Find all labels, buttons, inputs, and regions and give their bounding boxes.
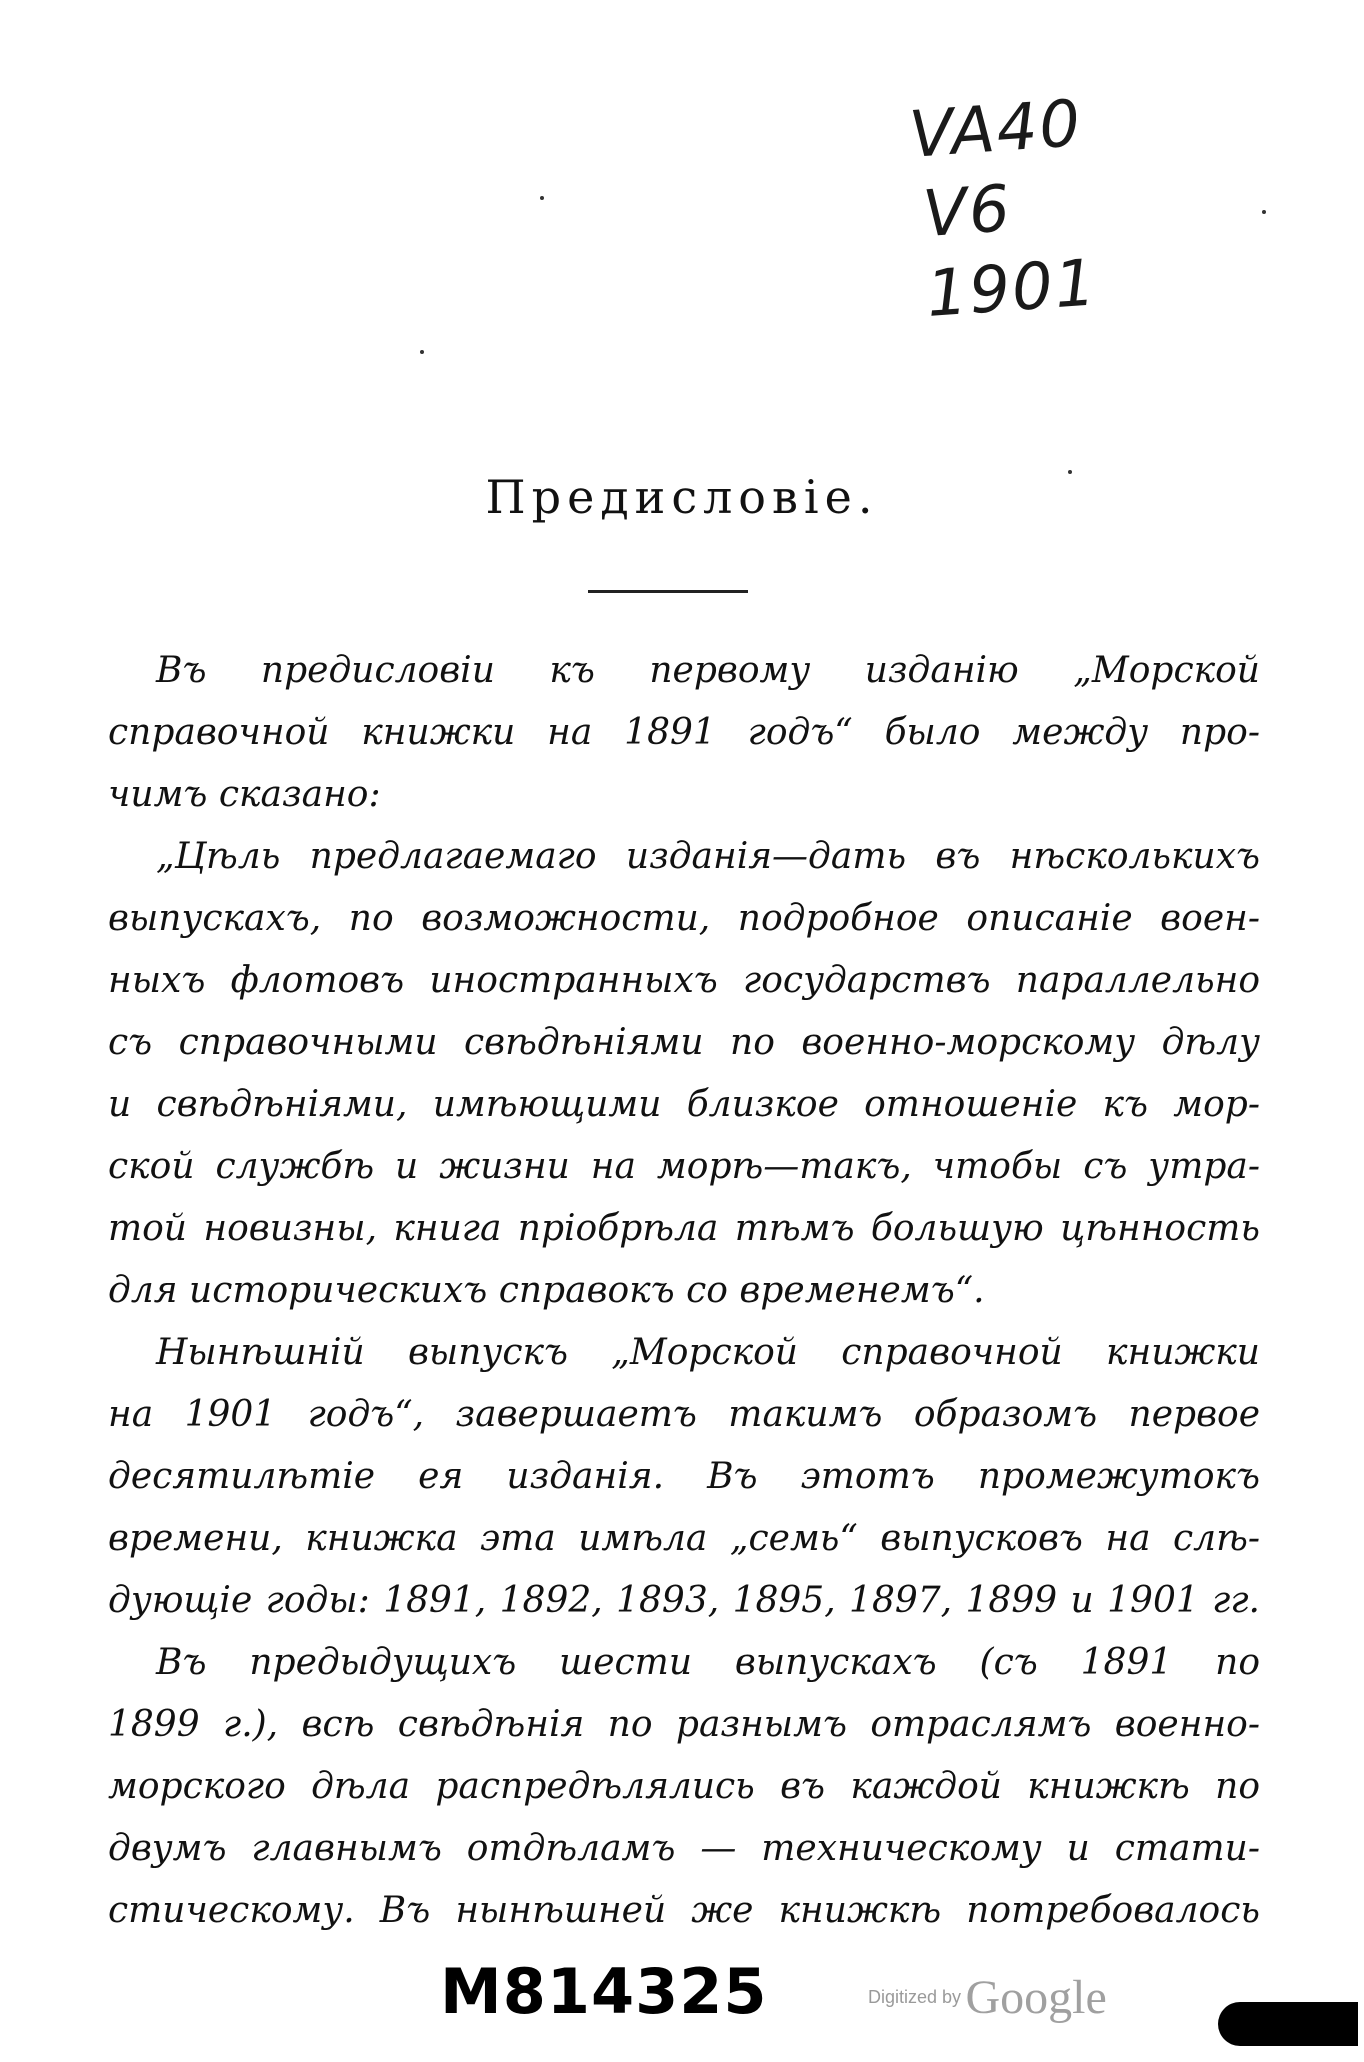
text-line: 1899 г.), всѣ свѣдѣнія по разнымъ отраслямъ военно- (108, 1704, 1260, 1745)
shelfmark-line-2: V6 (920, 172, 1015, 253)
text-line: и свѣдѣніями, имѣющими близкое отношеніе къ мор- (108, 1084, 1260, 1125)
shelfmark-line-1: VA40 (907, 86, 1085, 173)
preface-text (108, 640, 1260, 1942)
text-line: той новизны, книга пріобрѣла тѣмъ большую цѣнность (108, 1208, 1260, 1249)
title-divider (588, 590, 748, 593)
print-speck (540, 196, 544, 200)
text-line: морского дѣла распредѣлялись въ каждой книжкѣ по (108, 1766, 1260, 1807)
print-speck (1262, 210, 1266, 214)
text-line: для историческихъ справокъ со временемъ“. (108, 1270, 985, 1311)
digitized-by-google (868, 1970, 1107, 2025)
print-speck (420, 350, 424, 354)
text-line: стическому. Въ нынѣшней же книжкѣ потребовалось (108, 1890, 1260, 1931)
text-line: выпускахъ, по возможности, подробное описаніе воен- (108, 898, 1260, 939)
text-line: Нынѣшній выпускъ „Морской справочной книжки (156, 1332, 1260, 1373)
text-line: десятилѣтіе ея изданія. Въ этотъ промежутокъ (108, 1456, 1260, 1497)
text-line: чимъ сказано: (108, 774, 381, 815)
text-line: на 1901 годъ“, завершаетъ такимъ образомъ первое (108, 1394, 1260, 1435)
text-line: съ справочными свѣдѣніями по военно-морскому дѣлу (108, 1022, 1260, 1063)
corner-ink-mark (1218, 2002, 1358, 2046)
text-line: Въ предыдущихъ шести выпускахъ (съ 1891 по (156, 1642, 1260, 1683)
text-line: ныхъ флотовъ иностранныхъ государствъ параллельно (108, 960, 1260, 1001)
text-line: двумъ главнымъ отдѣламъ — техническому и стати- (108, 1828, 1260, 1869)
text-line: справочной книжки на 1891 годъ“ было между про- (108, 712, 1260, 753)
text-line: „Цѣль предлагаемаго изданія—дать въ нѣсколькихъ (156, 836, 1260, 877)
page-title: Предисловіе. (485, 470, 879, 524)
text-line: дующіе годы: 1891, 1892, 1893, 1895, 1897, 1899 и 1901 гг. (108, 1580, 1260, 1621)
text-line: времени, книжка эта имѣла „семь“ выпусковъ на слѣ- (108, 1518, 1260, 1559)
handwritten-shelfmark (907, 81, 1143, 336)
google-logo: Google (965, 1971, 1107, 2024)
shelfmark-line-3: 1901 (924, 246, 1100, 332)
text-line: ской службѣ и жизни на морѣ—такъ, чтобы съ утра- (108, 1146, 1260, 1187)
text-line: Въ предисловіи къ первому изданію „Морской (156, 650, 1260, 691)
library-stamp: M814325 (440, 1955, 768, 2028)
digitized-prefix: Digitized by (868, 1987, 962, 2007)
